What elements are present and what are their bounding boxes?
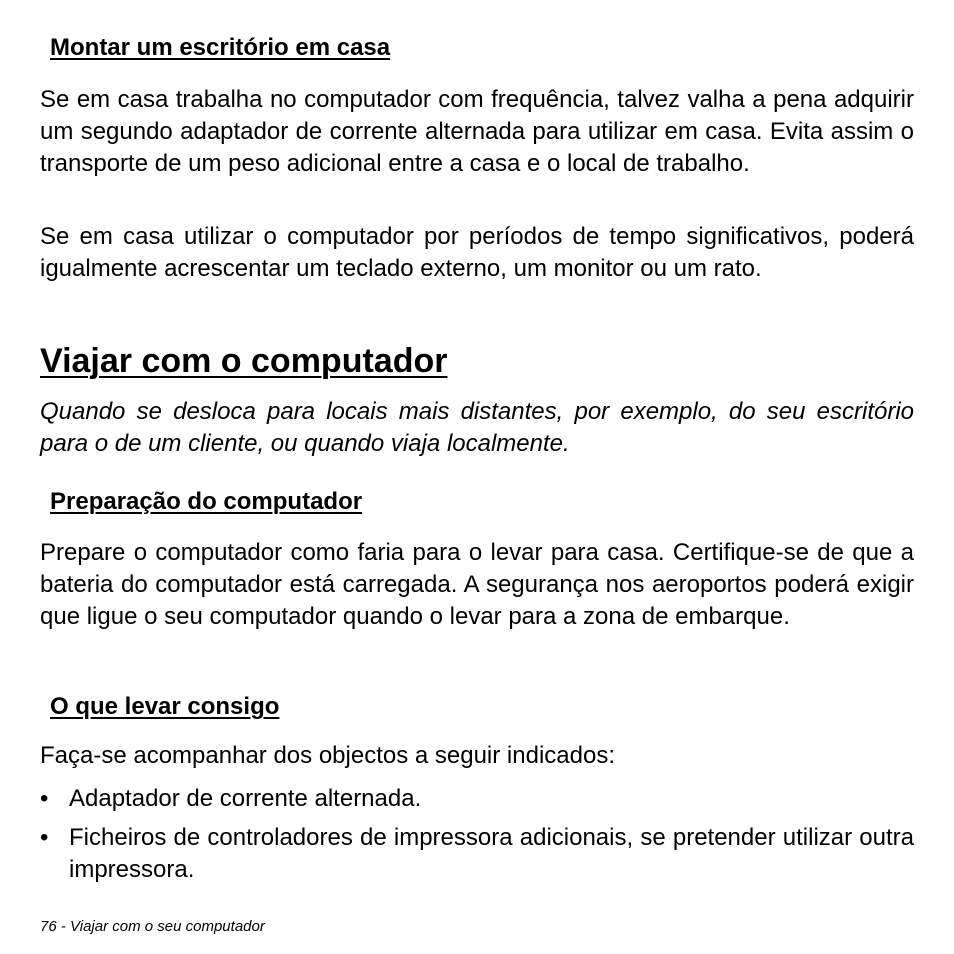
list-item-text: Adaptador de corrente alternada.	[69, 785, 422, 812]
list-item-text: Ficheiros de controladores de impressora adicionais, se pretender utilizar outra impressora.	[69, 824, 914, 883]
heading-home-office: Montar um escritório em casa	[50, 34, 391, 61]
paragraph-home-office-1: Se em casa trabalha no computador com frequência, talvez valha a pena adquirir um segundo adaptador de corrente alternada para utilizar em casa. Evita assim o transporte de um peso adicional entre a casa e o local de trabalho.	[40, 86, 914, 177]
paragraph-preparation: Prepare o computador como faria para o levar para casa. Certifique-se de que a bateria do computador está carregada. A segurança nos aeroportos poderá exigir que ligue o seu computador quando o levar para a zona de embarque.	[40, 539, 914, 630]
heading-preparation: Preparação do computador	[50, 488, 363, 515]
paragraph-home-office-2: Se em casa utilizar o computador por períodos de tempo significativos, poderá igualmente acrescentar um teclado externo, um monitor ou um rato.	[40, 223, 914, 282]
page-footer: 76 - Viajar com o seu computador	[40, 918, 265, 935]
section-title-travel: Viajar com o computador	[40, 342, 448, 380]
paragraph-travel-intro: Quando se desloca para locais mais distantes, por exemplo, do seu escritório para o de um cliente, ou quando viaja localmente.	[40, 398, 914, 457]
bullet-icon: •	[40, 824, 49, 851]
bullet-icon: •	[40, 785, 49, 812]
heading-what-to-take: O que levar consigo	[50, 693, 280, 720]
paragraph-what-to-take-intro: Faça-se acompanhar dos objectos a seguir indicados:	[40, 742, 615, 769]
